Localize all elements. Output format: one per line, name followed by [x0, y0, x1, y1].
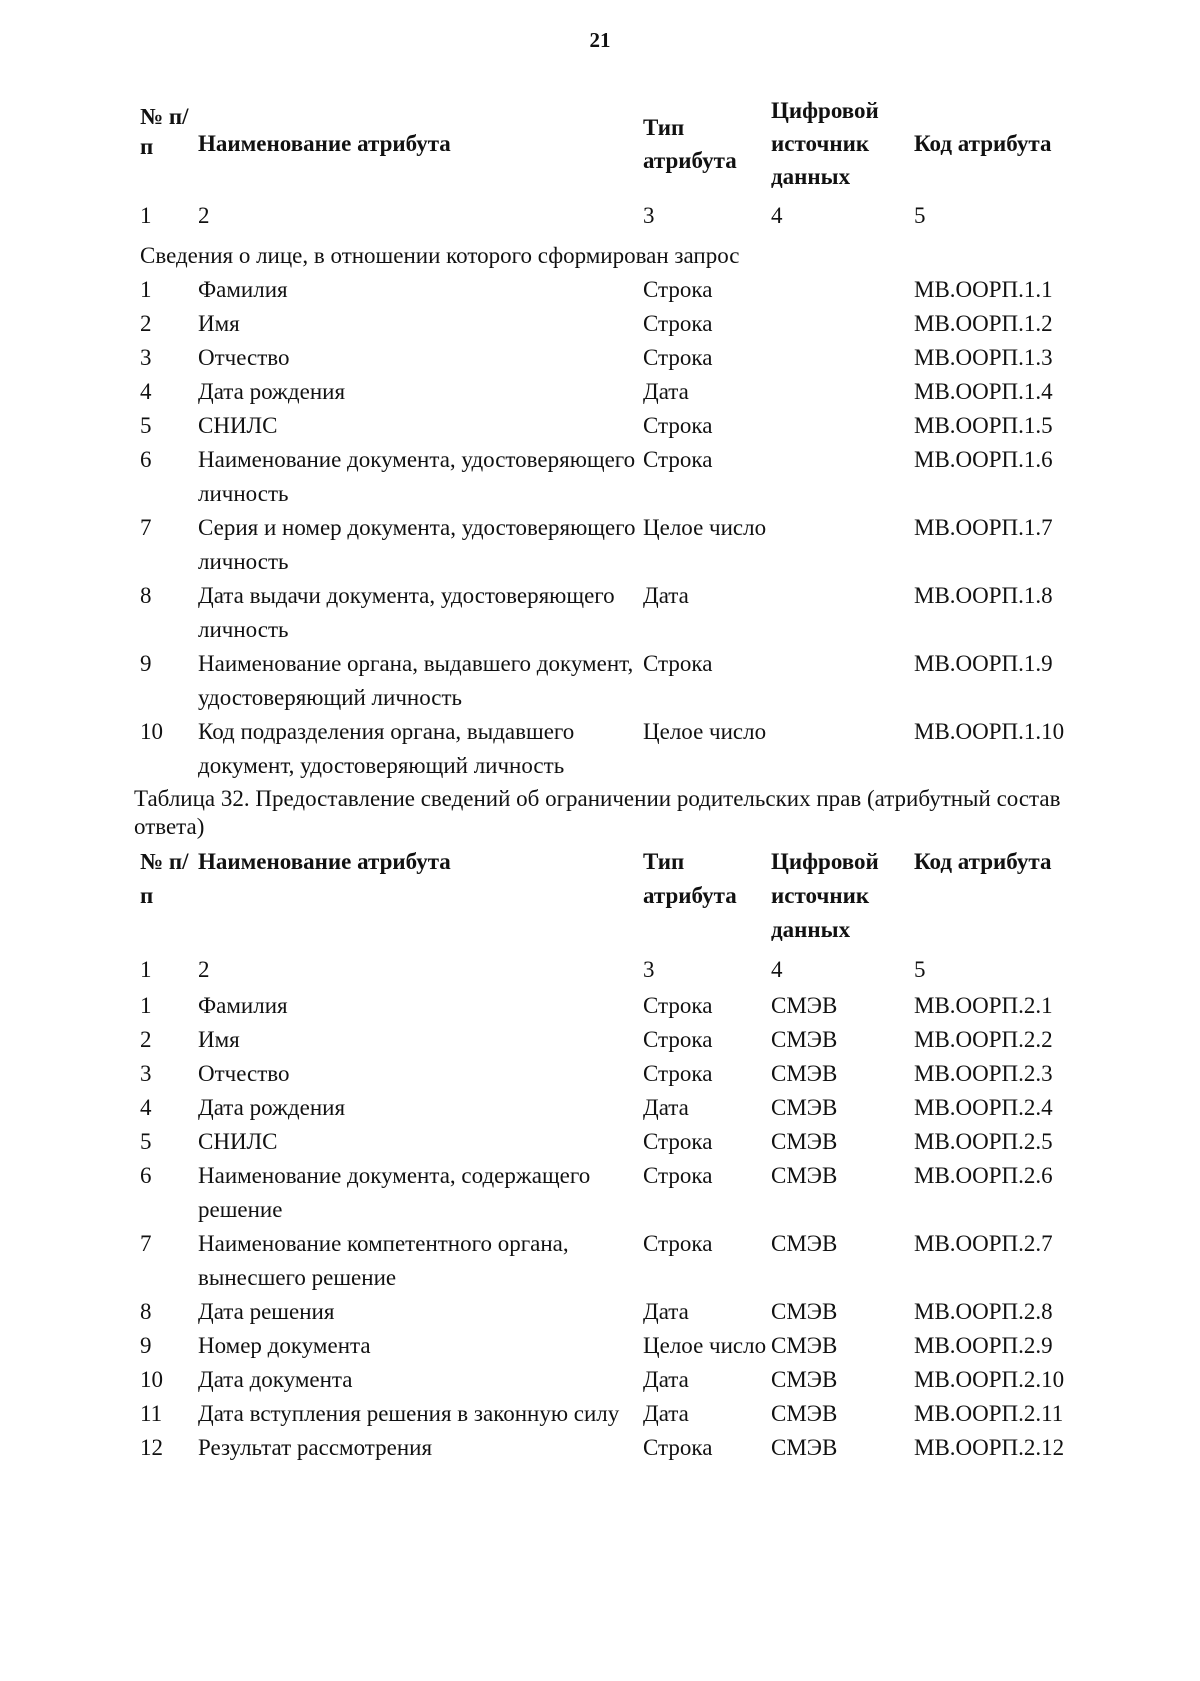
column-number-row: [140, 193, 1100, 235]
attribute-code: МВ.ООРП.2.1: [914, 993, 1053, 1018]
section-title: Сведения о лице, в отношении которого сформирован запрос: [140, 243, 740, 268]
attribute-type: Строка: [643, 1061, 713, 1086]
attribute-table-response: [140, 845, 1100, 1465]
table-row: [140, 307, 1100, 341]
row-number: 11: [140, 1401, 163, 1426]
attribute-type: Дата: [643, 1367, 689, 1392]
row-number: 5: [140, 413, 152, 438]
attribute-name: Дата выдачи документа, удостоверяющего личность: [198, 583, 615, 642]
row-number: 10: [140, 719, 163, 744]
table-row: [140, 1227, 1100, 1295]
attribute-code: МВ.ООРП.1.3: [914, 345, 1053, 370]
attribute-table-request: [140, 94, 1100, 783]
header-type: Тип атрибута: [643, 114, 737, 173]
attribute-type: Целое число: [643, 719, 767, 744]
data-source: СМЭВ: [771, 1367, 838, 1392]
attribute-name: Наименование документа, содержащего решение: [198, 1163, 591, 1222]
table-row: [140, 1329, 1100, 1363]
row-number: 2: [140, 1027, 152, 1052]
table-row: [140, 989, 1100, 1023]
attribute-name: Дата решения: [198, 1299, 335, 1324]
header-name: Наименование атрибута: [198, 849, 451, 874]
table-row: [140, 409, 1100, 443]
section-row: [140, 235, 1100, 273]
attribute-name: Наименование документа, удостоверяющего личность: [198, 447, 636, 506]
header-code: Код атрибута: [914, 849, 1052, 874]
column-number-row: [140, 947, 1100, 989]
attribute-type: Дата: [643, 1299, 689, 1324]
attribute-name: Дата рождения: [198, 379, 346, 404]
attribute-name: Дата рождения: [198, 1095, 346, 1120]
header-name: Наименование атрибута: [198, 130, 451, 156]
table-row: [140, 511, 1100, 579]
attribute-name: Наименование органа, выдавшего документ, удостоверяющий личность: [198, 651, 634, 710]
column-number: 5: [914, 203, 926, 228]
attribute-code: МВ.ООРП.2.12: [914, 1435, 1065, 1460]
data-source: [771, 715, 914, 783]
data-source: СМЭВ: [771, 1027, 838, 1052]
column-number: 4: [771, 203, 783, 228]
table-row: [140, 443, 1100, 511]
table-body: [140, 989, 1100, 1465]
row-number: 10: [140, 1367, 163, 1392]
attribute-name: Отчество: [198, 345, 290, 370]
attribute-type: Строка: [643, 447, 713, 472]
attribute-type: Строка: [643, 1231, 713, 1256]
table-row: [140, 1125, 1100, 1159]
data-source: [771, 307, 914, 341]
table-body: [140, 273, 1100, 783]
attribute-type: Строка: [643, 311, 713, 336]
attribute-name: Код подразделения органа, выдавшего документ, удостоверяющий личность: [198, 719, 575, 778]
attribute-type: Целое число: [643, 515, 767, 540]
data-source: [771, 511, 914, 579]
data-source: [771, 409, 914, 443]
attribute-type: Строка: [643, 1435, 713, 1460]
attribute-name: Отчество: [198, 1061, 290, 1086]
row-number: 9: [140, 651, 152, 676]
row-number: 7: [140, 1231, 152, 1256]
table-row: [140, 1023, 1100, 1057]
attribute-type: Строка: [643, 1027, 713, 1052]
attribute-name: Номер документа: [198, 1333, 371, 1358]
table-header-row: [140, 845, 1100, 947]
table-row: [140, 1431, 1100, 1465]
row-number: 3: [140, 345, 152, 370]
row-number: 6: [140, 447, 152, 472]
data-source: [771, 443, 914, 511]
data-source: СМЭВ: [771, 1095, 838, 1120]
document-body: [134, 94, 1100, 1465]
attribute-name: Имя: [198, 1027, 240, 1052]
attribute-code: МВ.ООРП.2.11: [914, 1401, 1064, 1426]
row-number: 12: [140, 1435, 163, 1460]
header-code: Код атрибута: [914, 130, 1052, 156]
row-number: 1: [140, 993, 152, 1018]
data-source: СМЭВ: [771, 1435, 838, 1460]
header-source: Цифровой источник данных: [771, 98, 879, 189]
attribute-type: Строка: [643, 413, 713, 438]
row-number: 4: [140, 1095, 152, 1120]
data-source: СМЭВ: [771, 1333, 838, 1358]
attribute-code: МВ.ООРП.2.9: [914, 1333, 1053, 1358]
column-number: 2: [198, 203, 210, 228]
data-source: СМЭВ: [771, 1299, 838, 1324]
data-source: СМЭВ: [771, 1163, 838, 1188]
table-row: [140, 375, 1100, 409]
attribute-name: СНИЛС: [198, 1129, 278, 1154]
attribute-type: Строка: [643, 993, 713, 1018]
row-number: 5: [140, 1129, 152, 1154]
attribute-code: МВ.ООРП.1.5: [914, 413, 1053, 438]
attribute-code: МВ.ООРП.2.8: [914, 1299, 1053, 1324]
data-source: [771, 273, 914, 307]
data-source: СМЭВ: [771, 1061, 838, 1086]
attribute-name: Результат рассмотрения: [198, 1435, 433, 1460]
row-number: 4: [140, 379, 152, 404]
table-row: [140, 341, 1100, 375]
attribute-code: МВ.ООРП.1.2: [914, 311, 1053, 336]
attribute-type: Дата: [643, 1401, 689, 1426]
attribute-name: Имя: [198, 311, 240, 336]
attribute-name: Серия и номер документа, удостоверяющего личность: [198, 515, 636, 574]
data-source: СМЭВ: [771, 993, 838, 1018]
attribute-code: МВ.ООРП.2.10: [914, 1367, 1065, 1392]
column-number: 3: [643, 203, 655, 228]
attribute-type: Строка: [643, 345, 713, 370]
attribute-code: МВ.ООРП.2.2: [914, 1027, 1053, 1052]
attribute-code: МВ.ООРП.2.5: [914, 1129, 1053, 1154]
attribute-type: Строка: [643, 1129, 713, 1154]
attribute-type: Целое число: [643, 1333, 767, 1358]
attribute-code: МВ.ООРП.1.7: [914, 515, 1053, 540]
column-number: 1: [140, 957, 152, 982]
data-source: [771, 647, 914, 715]
table-row: [140, 1363, 1100, 1397]
attribute-type: Строка: [643, 651, 713, 676]
data-source: [771, 579, 914, 647]
row-number: 9: [140, 1333, 152, 1358]
table-row: [140, 647, 1100, 715]
attribute-code: МВ.ООРП.2.4: [914, 1095, 1053, 1120]
attribute-name: Дата вступления решения в законную силу: [198, 1401, 620, 1426]
table-row: [140, 579, 1100, 647]
attribute-code: МВ.ООРП.2.6: [914, 1163, 1053, 1188]
column-number: 2: [198, 957, 210, 982]
attribute-name: СНИЛС: [198, 413, 278, 438]
column-number: 5: [914, 957, 926, 982]
attribute-code: МВ.ООРП.2.3: [914, 1061, 1053, 1086]
column-number: 1: [140, 203, 152, 228]
page-number: 21: [589, 28, 611, 52]
row-number: 8: [140, 1299, 152, 1324]
table-header-row: [140, 94, 1100, 193]
attribute-code: МВ.ООРП.1.4: [914, 379, 1053, 404]
attribute-code: МВ.ООРП.1.9: [914, 651, 1053, 676]
table-row: [140, 1057, 1100, 1091]
row-number: 8: [140, 583, 152, 608]
attribute-type: Дата: [643, 1095, 689, 1120]
attribute-name: Фамилия: [198, 277, 288, 302]
table-row: [140, 715, 1100, 783]
attribute-name: Дата документа: [198, 1367, 353, 1392]
attribute-type: Строка: [643, 277, 713, 302]
row-number: 3: [140, 1061, 152, 1086]
table-row: [140, 273, 1100, 307]
attribute-code: МВ.ООРП.1.6: [914, 447, 1053, 472]
table-row: [140, 1295, 1100, 1329]
column-number: 3: [643, 957, 655, 982]
row-number: 1: [140, 277, 152, 302]
attribute-code: МВ.ООРП.1.8: [914, 583, 1053, 608]
attribute-type: Строка: [643, 1163, 713, 1188]
row-number: 7: [140, 515, 152, 540]
data-source: СМЭВ: [771, 1401, 838, 1426]
table-row: [140, 1397, 1100, 1431]
attribute-code: МВ.ООРП.2.7: [914, 1231, 1053, 1256]
data-source: СМЭВ: [771, 1129, 838, 1154]
attribute-type: Дата: [643, 379, 689, 404]
header-type: Тип атрибута: [643, 849, 737, 908]
attribute-name: Наименование компетентного органа, вынесшего решение: [198, 1231, 569, 1290]
header-num: № п/п: [140, 104, 189, 159]
attribute-code: МВ.ООРП.1.1: [914, 277, 1053, 302]
table-row: [140, 1159, 1100, 1227]
table-row: [140, 1091, 1100, 1125]
data-source: [771, 375, 914, 409]
column-number: 4: [771, 957, 783, 982]
attribute-name: Фамилия: [198, 993, 288, 1018]
header-source: Цифровой источник данных: [771, 849, 879, 942]
row-number: 2: [140, 311, 152, 336]
table-caption: Таблица 32. Предоставление сведений об ограничении родительских прав (атрибутный состав ответа): [134, 786, 1061, 839]
attribute-code: МВ.ООРП.1.10: [914, 719, 1065, 744]
attribute-type: Дата: [643, 583, 689, 608]
row-number: 6: [140, 1163, 152, 1188]
data-source: [771, 341, 914, 375]
data-source: СМЭВ: [771, 1231, 838, 1256]
header-num: № п/п: [140, 849, 189, 908]
